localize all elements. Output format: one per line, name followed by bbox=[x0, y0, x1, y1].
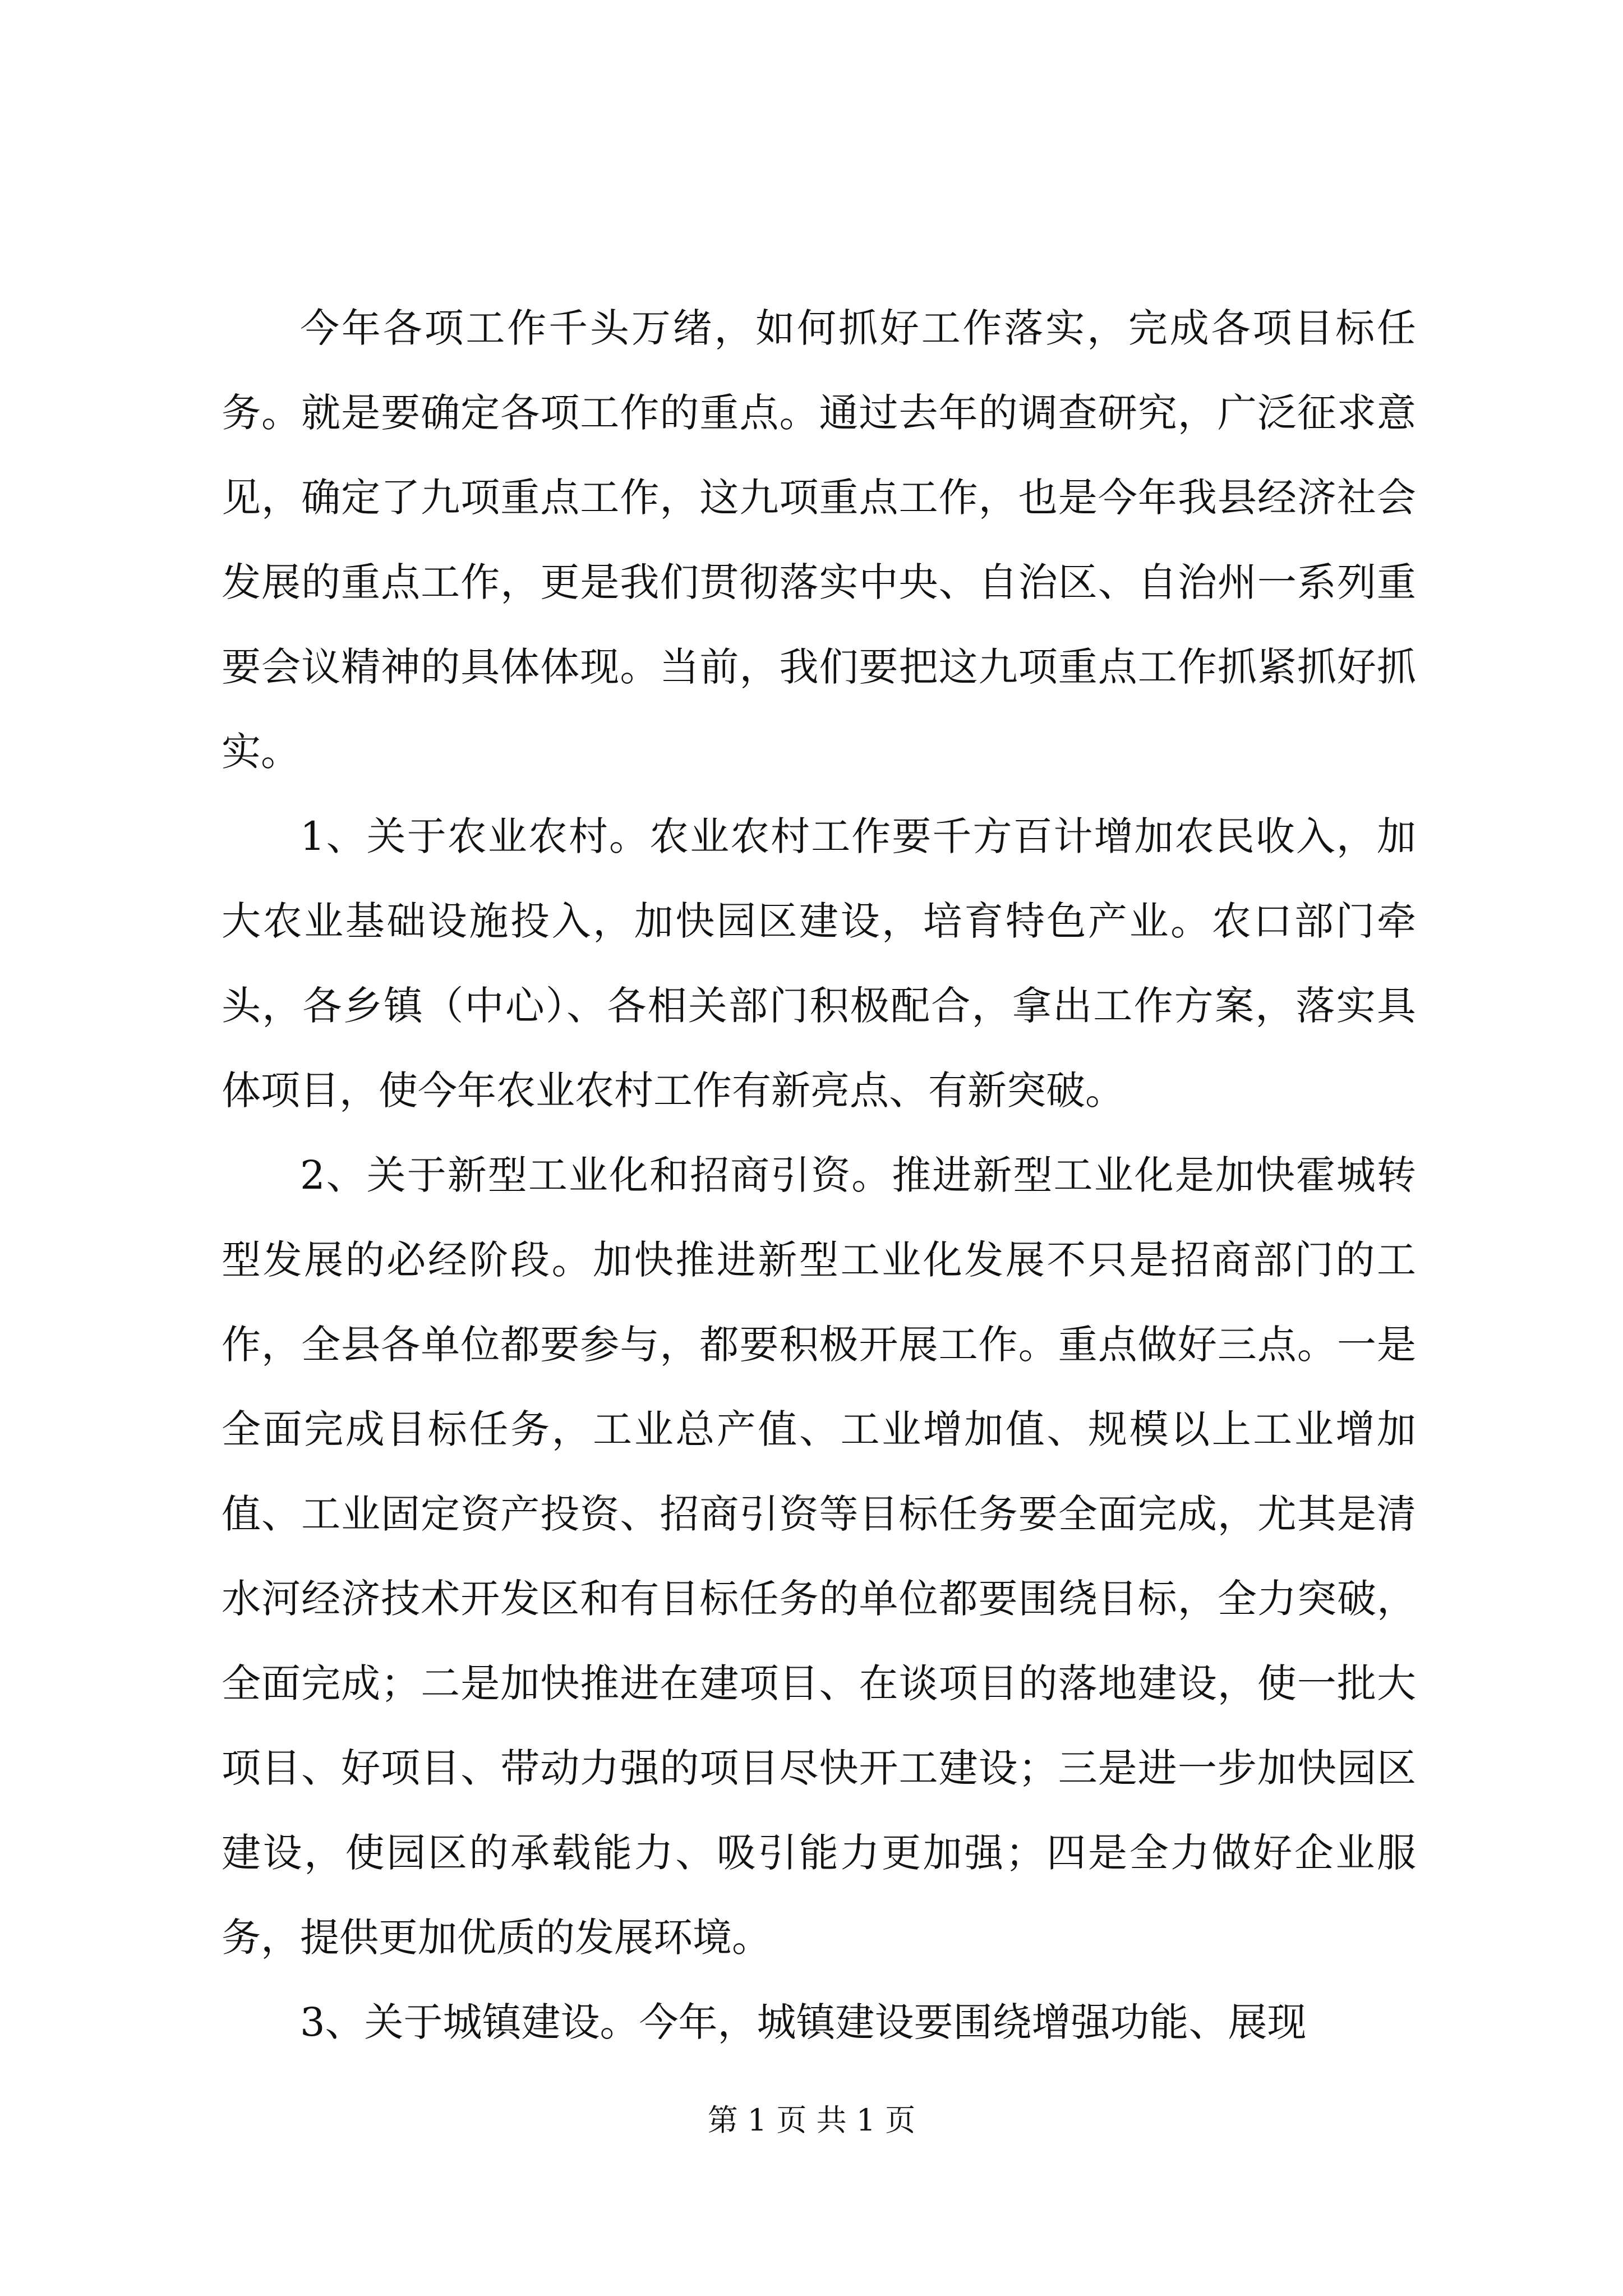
page-footer: 第 1 页 共 1 页 bbox=[707, 2102, 916, 2138]
paragraph-intro: 今年各项工作千头万绪，如何抓好工作落实，完成各项目标任务。就是要确定各项工作的重点。通过去年的调查研究，广泛征求意见，确定了九项重点工作，这九项重点工作，也是今年我县经济社会发展的重点工作，更是我们贯彻落实中央、自治区、自治州一系列重要会议精神的具体体现。当前，我们要把这九项重点工作抓紧抓好抓实。 bbox=[222, 305, 1416, 775]
document-body bbox=[222, 286, 1416, 2065]
paragraph-industrialization: 2、关于新型工业化和招商引资。推进新型工业化是加快霍城转型发展的必经阶段。加快推进新型工业化发展不只是招商部门的工作，全县各单位都要参与，都要积极开展工作。重点做好三点。一是全面完成目标任务，工业总产值、工业增加值、规模以上工业增加值、工业固定资产投资、招商引资等目标任务要全面完成，尤其是清水河经济技术开发区和有目标任务的单位都要围绕目标，全力突破，全面完成；二是加快推进在建项目、在谈项目的落地建设，使一批大项目、好项目、带动力强的项目尽快开工建设；三是进一步加快园区建设，使园区的承载能力、吸引能力更加强；四是全力做好企业服务，提供更加优质的发展环境。 bbox=[222, 1152, 1416, 1961]
paragraph-agriculture: 1、关于农业农村。农业农村工作要千方百计增加农民收入，加大农业基础设施投入，加快园区建设，培育特色产业。农口部门牵头，各乡镇（中心）、各相关部门积极配合，拿出工作方案，落实具体项目，使今年农业农村工作有新亮点、有新突破。 bbox=[222, 813, 1416, 1114]
paragraph-urban-construction: 3、关于城镇建设。今年，城镇建设要围绕增强功能、展现 bbox=[300, 1999, 1307, 2045]
